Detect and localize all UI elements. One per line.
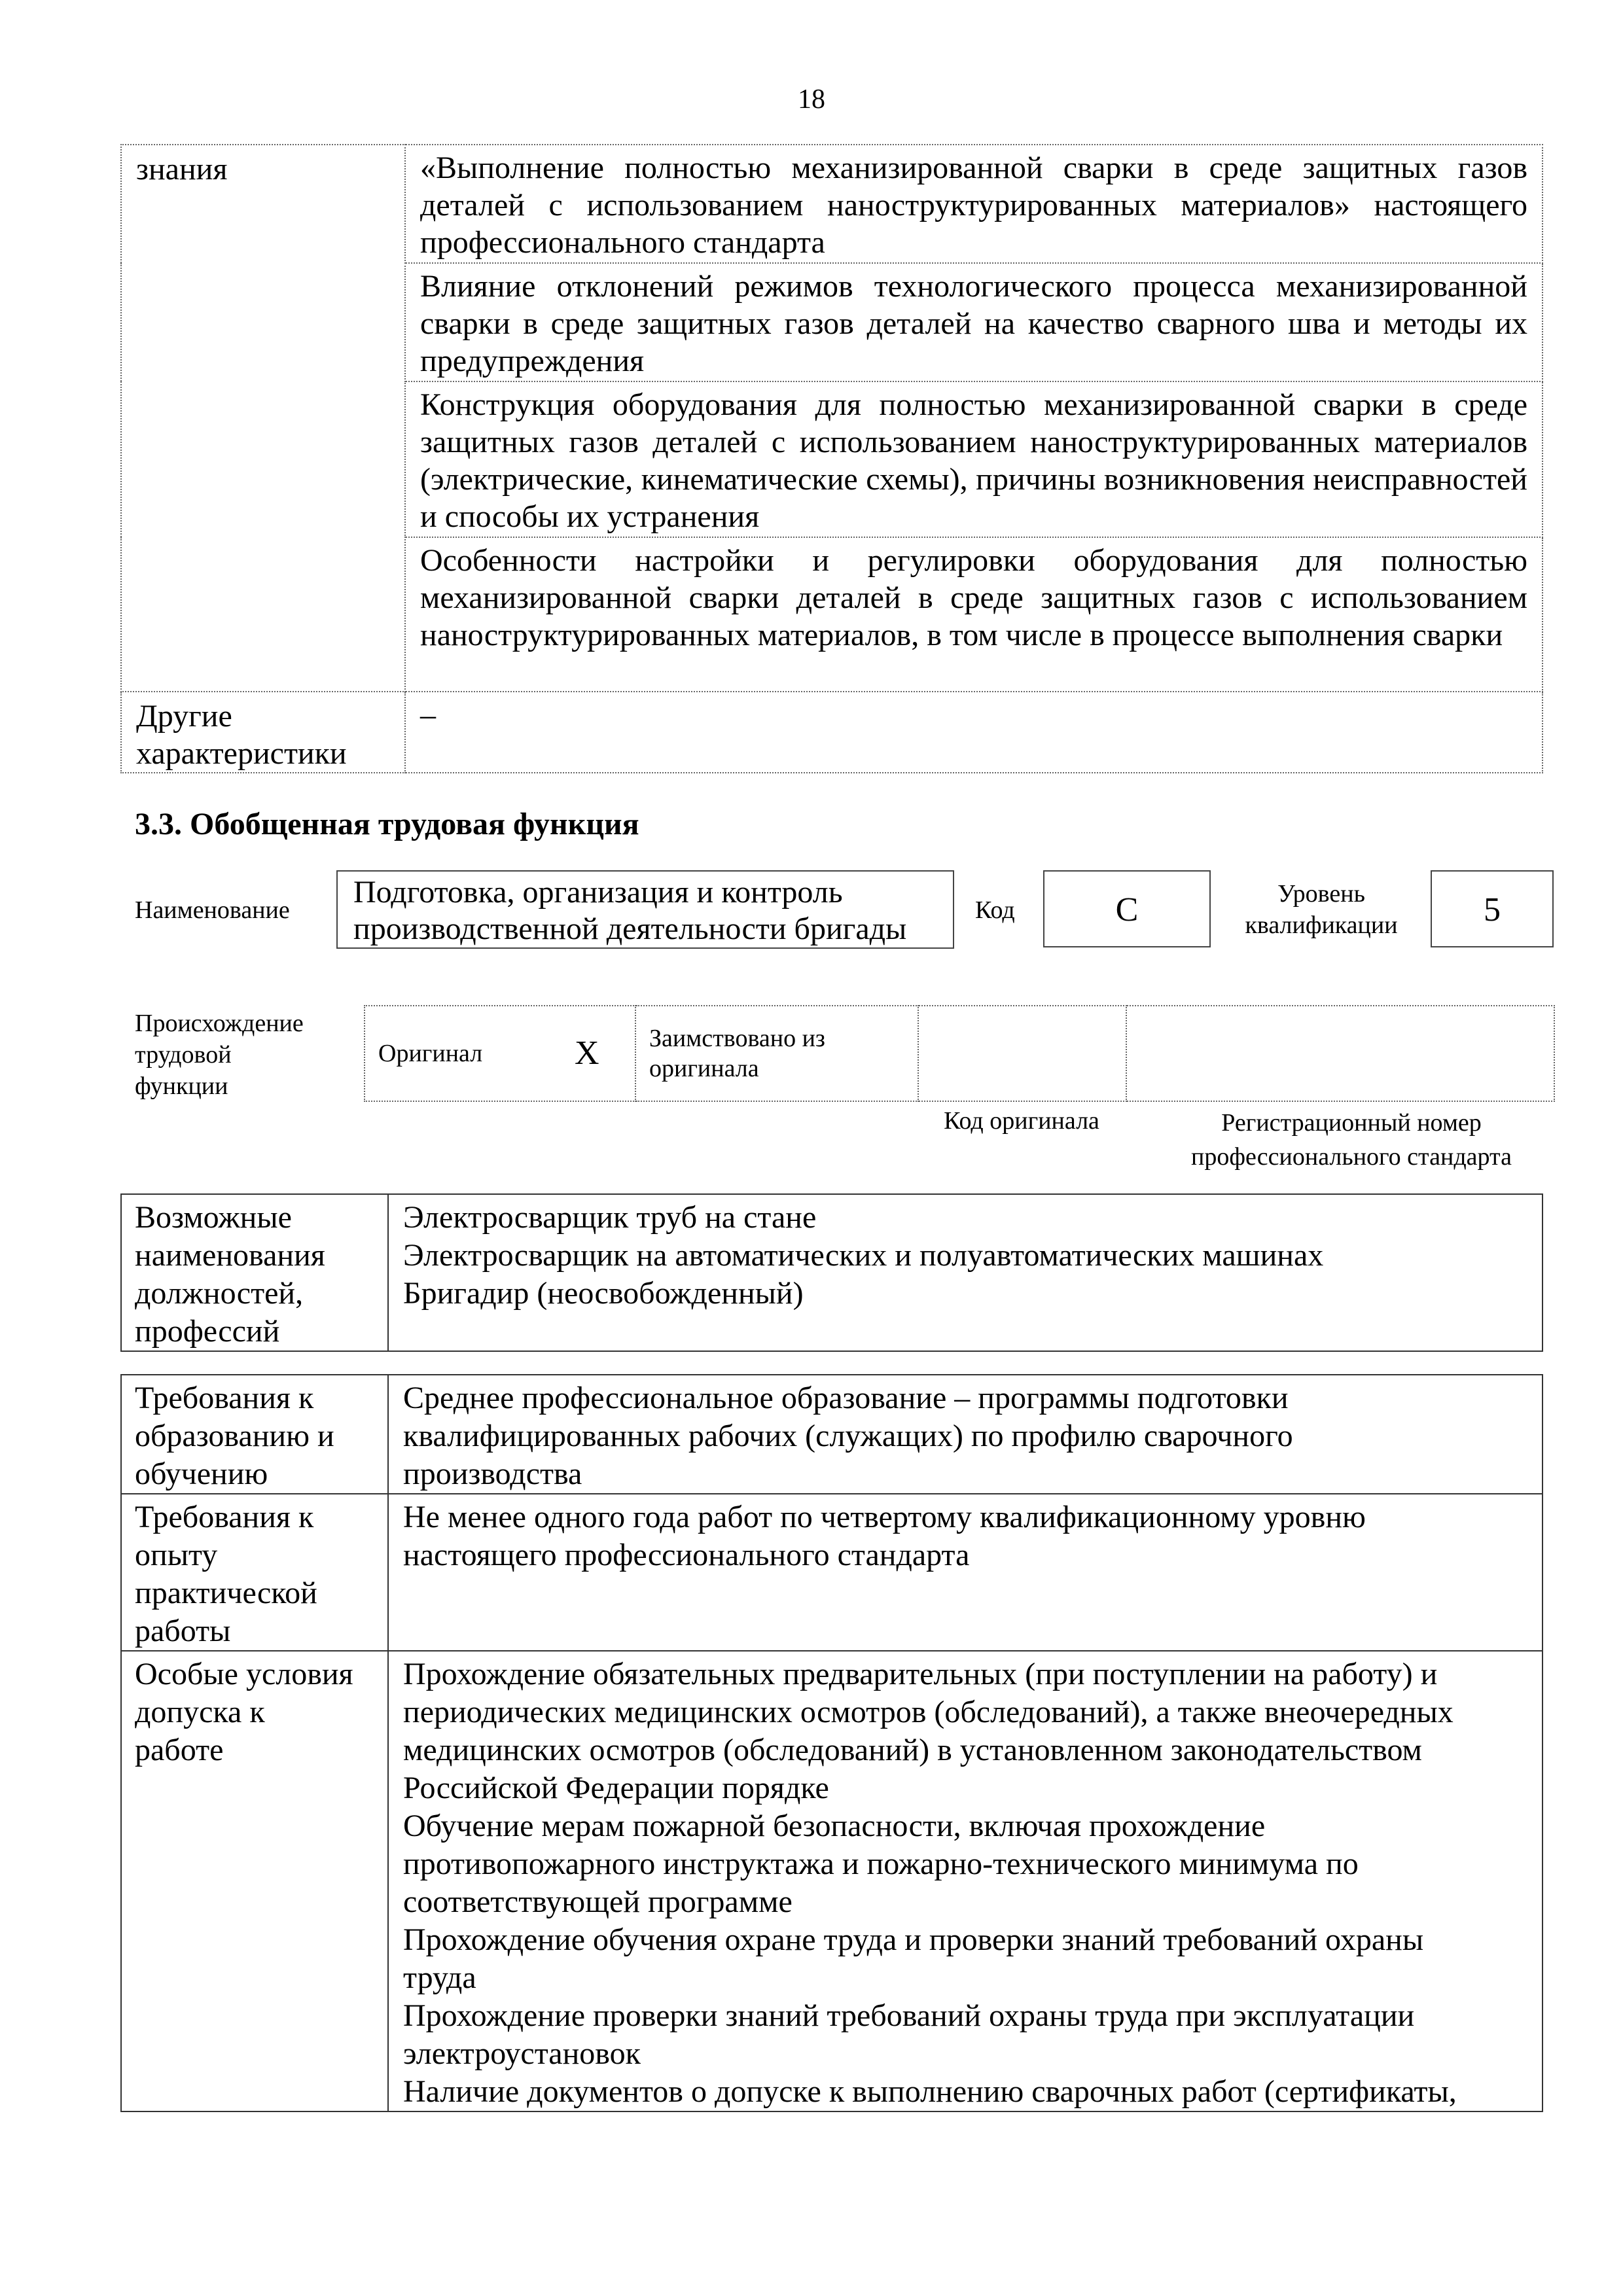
education-line: производства bbox=[403, 1457, 582, 1491]
experience-label-line-2: опыту bbox=[135, 1538, 218, 1572]
reg-caption-line-1: Регистрационный номер bbox=[1221, 1109, 1482, 1137]
origin-code-cell bbox=[918, 1006, 1126, 1101]
special-line: Прохождение обучения охране труда и проверки знаний требований охраны bbox=[403, 1922, 1424, 1957]
education-label bbox=[121, 1375, 388, 1494]
special-line: противопожарного инструктажа и пожарно-технического минимума по bbox=[403, 1846, 1359, 1881]
origin-borrowed-cell bbox=[635, 1006, 918, 1101]
original-label: Оригинал bbox=[378, 1040, 483, 1067]
requirements-table bbox=[120, 1374, 1543, 2112]
positions-label bbox=[121, 1194, 388, 1351]
special-line: Прохождение проверки знаний требований охраны труда при эксплуатации bbox=[403, 1998, 1415, 2033]
name-value-line-1: Подготовка, организация и контроль bbox=[353, 875, 843, 910]
position-item: Электросварщик труб на стане bbox=[403, 1200, 817, 1235]
special-line: Наличие документов о допуске к выполнению сварочных работ (сертификаты, bbox=[403, 2074, 1457, 2109]
special-conditions-label bbox=[121, 1651, 388, 2111]
special-line: Обучение мерам пожарной безопасности, включая прохождение bbox=[403, 1809, 1266, 1843]
code-label: Код bbox=[975, 896, 1015, 924]
origin-table bbox=[364, 1005, 1555, 1102]
experience-label-line-1: Требования к bbox=[135, 1500, 314, 1534]
experience-label bbox=[121, 1494, 388, 1651]
knowledge-row-1: «Выполнение полностью механизированной сварки в среде защитных газов деталей с использованием наноструктурированных материалов» настоящего профессионального стандарта bbox=[405, 145, 1543, 263]
level-label bbox=[1220, 878, 1423, 941]
education-label-line-3: обучению bbox=[135, 1457, 268, 1491]
code-original-caption: Код оригинала bbox=[944, 1107, 1099, 1135]
special-line: соответствующей программе bbox=[403, 1884, 793, 1919]
special-line: медицинских осмотров (обследований) в установленном законодательством bbox=[403, 1733, 1422, 1767]
position-item: Бригадир (неосвобожденный) bbox=[403, 1276, 804, 1311]
origin-original-cell bbox=[365, 1006, 635, 1101]
positions-values bbox=[388, 1194, 1543, 1351]
special-label-line-1: Особые условия bbox=[135, 1657, 353, 1691]
experience-line: Не менее одного года работ по четвертому квалификационному уровню bbox=[403, 1500, 1366, 1534]
level-value: 5 bbox=[1431, 870, 1554, 947]
experience-label-line-3: практической bbox=[135, 1576, 317, 1610]
origin-label bbox=[135, 1008, 304, 1102]
education-label-line-1: Требования к bbox=[135, 1381, 314, 1415]
origin-label-line-3: функции bbox=[135, 1072, 228, 1100]
positions-label-line-1: Возможные bbox=[135, 1200, 292, 1235]
knowledge-label: знания bbox=[121, 145, 405, 692]
positions-label-line-4: профессий bbox=[135, 1314, 280, 1349]
experience-value bbox=[388, 1494, 1543, 1651]
borrowed-label-line-2: оригинала bbox=[649, 1055, 759, 1082]
other-characteristics-value: – bbox=[405, 692, 1543, 773]
level-label-line-2: квалификации bbox=[1245, 911, 1398, 939]
experience-line: настоящего профессионального стандарта bbox=[403, 1538, 970, 1572]
experience-label-line-4: работы bbox=[135, 1614, 231, 1648]
positions-table bbox=[120, 1193, 1543, 1352]
education-value bbox=[388, 1375, 1543, 1494]
origin-label-line-1: Происхождение bbox=[135, 1010, 304, 1037]
special-label-line-3: работе bbox=[135, 1733, 224, 1767]
reg-caption-line-2: профессионального стандарта bbox=[1191, 1143, 1512, 1171]
special-line: труда bbox=[403, 1960, 476, 1995]
special-line: электроустановок bbox=[403, 2036, 641, 2071]
knowledge-row-3: Конструкция оборудования для полностью механизированной сварки в среде защитных газов деталей с использованием наноструктурированных материалов (электрические, кинематические схемы), причины возникновения неисправностей и способы их устранения bbox=[405, 381, 1543, 537]
special-line: Прохождение обязательных предварительных (при поступлении на работу) и bbox=[403, 1657, 1438, 1691]
reg-number-caption bbox=[1137, 1106, 1565, 1174]
page-number: 18 bbox=[798, 84, 825, 115]
positions-label-line-3: должностей, bbox=[135, 1276, 304, 1311]
knowledge-row-4: Особенности настройки и регулировки оборудования для полностью механизированной сварки деталей в среде защитных газов с использованием наноструктурированных материалов, в том числе в процессе выполнения сварки bbox=[405, 537, 1543, 692]
education-line: квалифицированных рабочих (служащих) по профилю сварочного bbox=[403, 1419, 1293, 1453]
positions-label-line-2: наименования bbox=[135, 1238, 325, 1273]
special-line: Российской Федерации порядке bbox=[403, 1771, 829, 1805]
position-item: Электросварщик на автоматических и полуавтоматических машинах bbox=[403, 1238, 1324, 1273]
name-label: Наименование bbox=[135, 896, 290, 924]
education-label-line-2: образованию и bbox=[135, 1419, 334, 1453]
section-heading: 3.3. Обобщенная трудовая функция bbox=[135, 807, 639, 841]
code-value: C bbox=[1043, 870, 1211, 947]
special-line: периодических медицинских осмотров (обследований), а также внеочередных bbox=[403, 1695, 1454, 1729]
education-line: Среднее профессиональное образование – программы подготовки bbox=[403, 1381, 1289, 1415]
other-characteristics-label: Другие характеристики bbox=[121, 692, 405, 773]
name-value-box bbox=[336, 870, 954, 949]
origin-reg-number-cell bbox=[1126, 1006, 1554, 1101]
borrowed-label-line-1: Заимствовано из bbox=[649, 1025, 825, 1052]
name-value-line-2: производственной деятельности бригады bbox=[353, 911, 907, 946]
special-label-line-2: допуска к bbox=[135, 1695, 265, 1729]
knowledge-table bbox=[120, 144, 1543, 773]
level-label-line-1: Уровень bbox=[1277, 880, 1365, 908]
original-mark: X bbox=[575, 1034, 599, 1072]
knowledge-row-2: Влияние отклонений режимов технологического процесса механизированной сварки в среде защитных газов деталей на качество сварного шва и методы их предупреждения bbox=[405, 263, 1543, 381]
special-conditions-value bbox=[388, 1651, 1543, 2111]
origin-label-line-2: трудовой bbox=[135, 1041, 232, 1069]
